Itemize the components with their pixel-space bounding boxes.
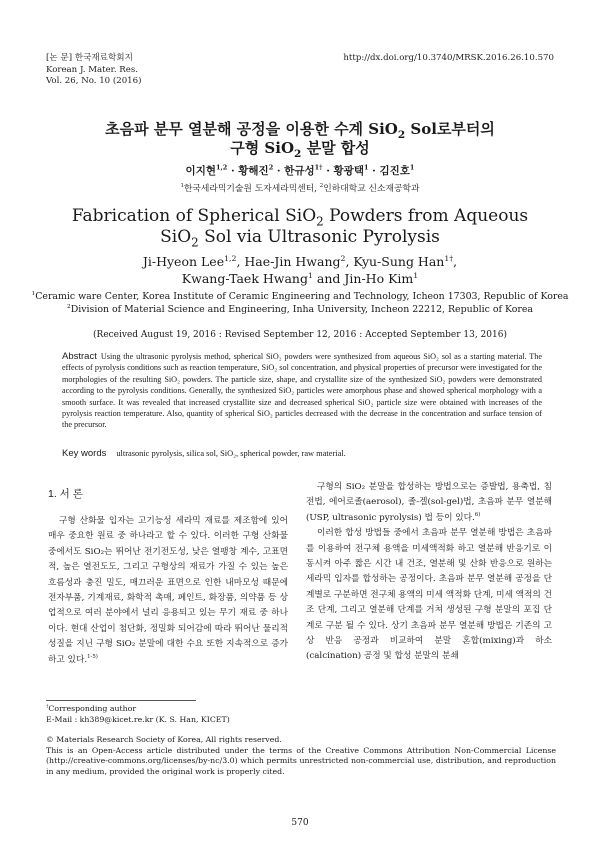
right-paragraph-2: 이러한 합성 방법들 중에서 초음파 분무 열분해 방법은 초음파를 이용하여 전구체 용액을 미세액적화 하고 열분해 반응기로 이동시켜 아주 짧은 시간 내 건조, 열분해 및 산화 반응으로 원하는 세라믹 입자를 합성하는 공정이다. 초음파 분무 열분해 공정을 단계별로 구분하면 전구체 용액의 미세 액적화 단계, 미세 액적의 건조 단계, 그리고 열분해 단계를 거쳐 생성된 구형 분말의 포집 단계로 구분 될 수 있다. 상기 초음파 분무 열분해 방법은 기존의 고상 반응 공정과 비교하여 분말 혼합(mixing)과 하소(calcination) 공정 및 합성 분말의 분쇄 <box>306 528 552 662</box>
korean-title-line1: 초음파 분무 열분해 공정을 이용한 수계 SiO$_2$ Sol로부터의 <box>105 120 495 141</box>
section-heading: 1. 서 론 <box>48 488 83 500</box>
keywords <box>62 448 542 459</box>
license-block <box>46 735 556 777</box>
korean-title-line2: 구형 SiO$_2$ 분말 합성 <box>230 139 370 160</box>
english-affiliation-1: $^1$Ceramic ware Center, Korea Institute of Ceramic Engineering and Technology, Icheon 17303, Republic of Korea <box>31 290 569 302</box>
journal-name-english: Korean J. Mater. Res. <box>46 64 138 75</box>
page-number: 570 <box>291 818 309 828</box>
corresponding-author-note: †Corresponding author E-Mail : kh389@kicet.re.kr (K. S. Han, KICET) <box>46 704 230 724</box>
citation-ref: 1-5) <box>87 653 98 660</box>
received-dates: (Received August 19, 2016 : Revised September 12, 2016 : Accepted September 13, 2016) <box>93 330 507 340</box>
right-column-text <box>306 480 552 665</box>
abstract <box>62 351 542 431</box>
english-title <box>0 206 600 248</box>
english-authors-line1: Ji-Hyeon Lee$^{1,2}$, Hae-Jin Hwang$^2$, Kyu-Sung Han$^{1\dagger}$, <box>142 253 458 269</box>
english-authors-line2: Kwang-Taek Hwang$^1$ and Jin-Ho Kim$^1$ <box>181 270 419 286</box>
citation-ref: 6) <box>474 511 481 518</box>
keywords-text: ultrasonic pyrolysis, silica sol, SiO₂, spherical powder, raw material. <box>116 449 346 458</box>
keywords-label: Key words <box>62 448 107 459</box>
left-column-text: 구형 산화물 입자는 고기능성 세라믹 재료를 제조함에 있어 매우 중요한 원료 중 하나라고 할 수 있다. 이러한 구형 산화물 중에서도 SiO₂는 뛰어난 전기전도성, 낮은 열팽창 계수, 고표면적, 높은 열전도도, 그리고 구형상의 재료가 가질 수 있는 높은 흐름성과 충진 밀도, 매끄러운 표면으로 인한 내마모성 때문에 전자부품, 기계재료, 화학적 촉매, 페인트, 화장품, 의약품 등 상업적으로 여러 분야에서 널리 응용되고 있는 무기 재료 중 하나이다. 현대 산업이 첨단화, 정밀화 되어감에 따라 뛰어난 물리적 성질을 지닌 구형 SiO₂ 분말에 대한 수요 또한 지속적으로 증가하고 있다.$^{1-5)}$ <box>48 516 288 665</box>
journal-volume: Vol. 26, No. 10 (2016) <box>46 76 142 86</box>
author-email: E-Mail : kh389@kicet.re.kr (K. S. Han, KICET) <box>46 714 230 724</box>
english-authors <box>0 253 600 287</box>
journal-header <box>46 53 141 88</box>
english-affiliations <box>0 290 600 316</box>
doi-link[interactable]: http://dx.doi.org/10.3740/MRSK.2016.26.10.570 <box>343 53 554 63</box>
korean-title <box>0 120 600 158</box>
journal-name-korean: [논 문] 한국재료학회지 <box>46 53 133 63</box>
korean-authors: 이지현$^{1,2}$ · 황해진$^2$ · 한규성$^{1\dagger}$ · 황광택$^1$ · 김진호$^1$ <box>185 163 415 177</box>
english-affiliation-2: $^2$Division of Material Science and Engineering, Inha University, Incheon 22212, Republic of Korea <box>67 303 533 315</box>
license-text: This is an Open-Access article distributed under the terms of the Creative Commons Attribution Non-Commercial License (http://creative-commons.org/licenses/by-nc/3.0) which permits unrestricted non-commercial use, distribution, and reproduction in any medium, provided the original work is properly cited. <box>46 745 556 776</box>
right-paragraph-1: 구형의 SiO₂ 분말을 합성하는 방법으로는 증발법, 용축법, 침전법, 에어로졸(aerosol), 졸-겔(sol-gel)법, 초음파 분무 열분해(USP, ultrasonic pyrolysis) 법 등이 있다.$^{6)}$ <box>306 482 552 523</box>
abstract-text: Using the ultrasonic pyrolysis method, spherical SiO₂ powders were synthesized from aqueous SiO₂ sol as a starting material. The effects of pyrolysis conditions such as reaction temperature, SiO₂ sol concentration, and physical properties of precursor were investigated for the morphologies of the resulting SiO₂ powders. The particle size, shape, and crystallite size of the synthesized SiO₂ powders were demonstrated according to the pyrolysis conditions. Generally, the synthesized SiO₂ particles were amorphous phase and showed spherical morphology with a smooth surface. It was revealed that increased crystallite size and decreased spherical SiO₂ particle size were obtained with increases of the pyrolysis reaction temperature. Also, quantity of spherical SiO₂ particles decreased with the decrease in the concentration and surface tension of the precursor. <box>62 352 542 430</box>
abstract-label: Abstract <box>62 351 97 362</box>
english-title-line1: Fabrication of Spherical SiO$_2$ Powders from Aqueous <box>71 206 529 229</box>
korean-affiliations: $^1$한국세라믹기술원 도자세라믹센터, $^2$인하대학교 신소재공학과 <box>180 183 420 194</box>
copyright-line: © Materials Research Society of Korea, All rights reserved. <box>46 735 282 744</box>
footnote-rule <box>46 700 196 701</box>
english-title-line2: SiO$_2$ Sol via Ultrasonic Pyrolysis <box>160 227 440 250</box>
